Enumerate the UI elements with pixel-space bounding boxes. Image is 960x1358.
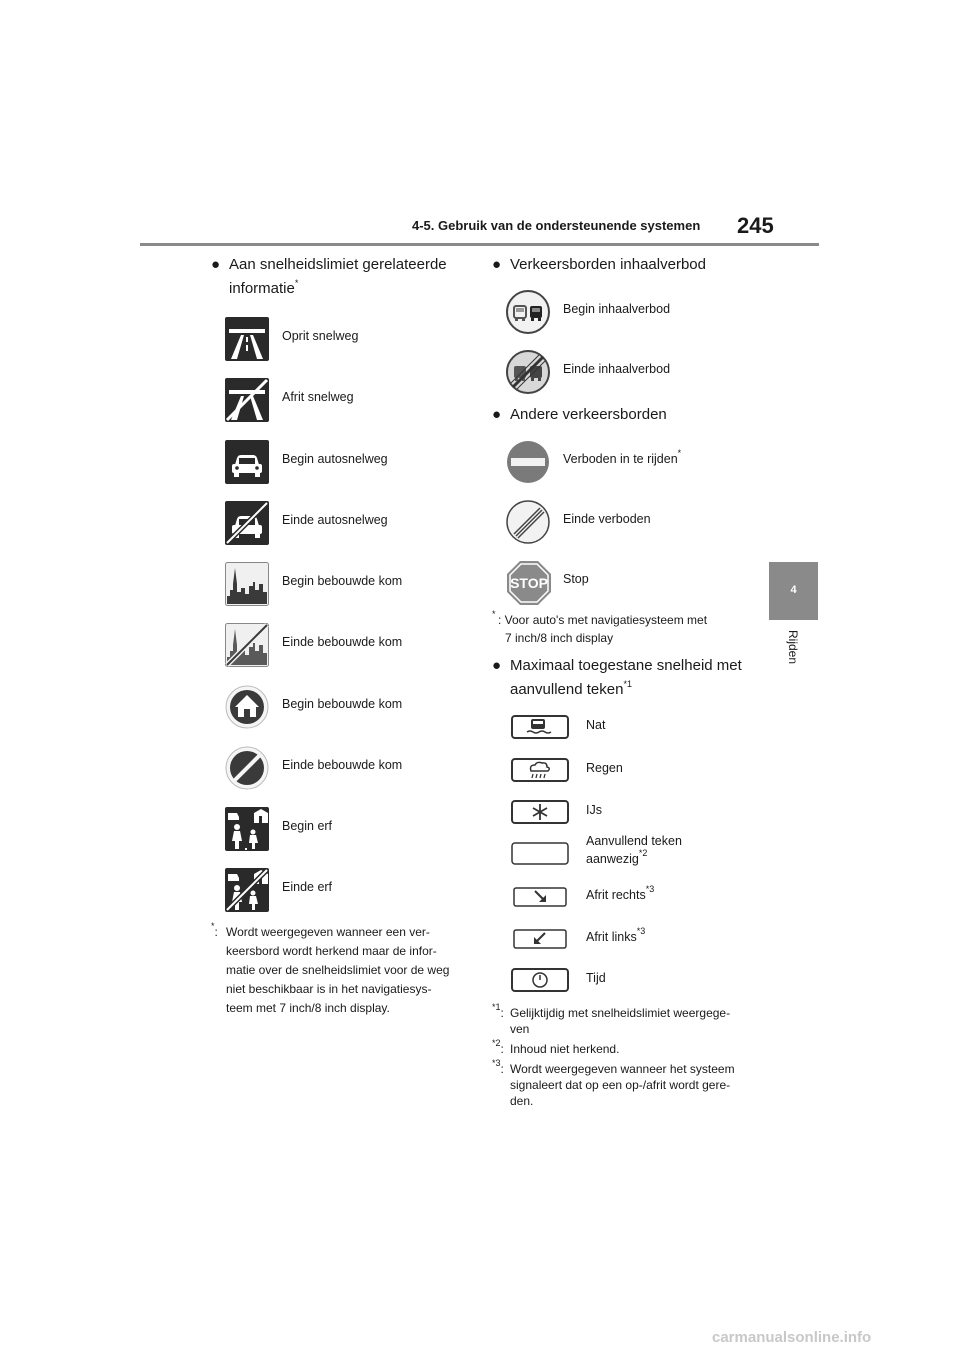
residential-end-icon (225, 868, 269, 912)
motorway-end-icon (225, 378, 269, 422)
section-title: 4-5. Gebruik van de ondersteunende systemen (412, 218, 701, 233)
arrow-down-left-icon (511, 925, 571, 953)
city-icon (225, 562, 269, 606)
stop-icon (506, 560, 552, 606)
car-icon (225, 440, 269, 484)
no-entry-icon (506, 440, 550, 484)
no-overtaking-icon (506, 290, 550, 334)
no-overtaking-end-icon (506, 350, 550, 394)
watermark: carmanualsonline.info (712, 1329, 872, 1346)
page-number: 245 (737, 213, 774, 238)
wet-road-icon (511, 713, 571, 741)
chapter-tab[interactable] (769, 562, 818, 620)
snowflake-icon (511, 798, 571, 826)
end-restriction-icon (225, 746, 269, 790)
motorway-icon (225, 317, 269, 361)
svg-text:STOP: STOP (510, 575, 548, 591)
chapter-label: Rijden (786, 630, 800, 665)
rain-icon (511, 756, 571, 784)
residential-icon (225, 807, 269, 851)
clock-icon (511, 966, 571, 994)
car-end-icon (225, 501, 269, 545)
end-prohibition-icon (506, 500, 550, 544)
house-icon (225, 685, 269, 729)
bullet: ● (211, 256, 221, 273)
city-end-icon (225, 623, 269, 667)
blank-panel-icon (511, 832, 571, 872)
chapter-number: 4 (790, 584, 797, 596)
arrow-down-right-icon (511, 883, 571, 911)
header-rule (140, 243, 819, 246)
